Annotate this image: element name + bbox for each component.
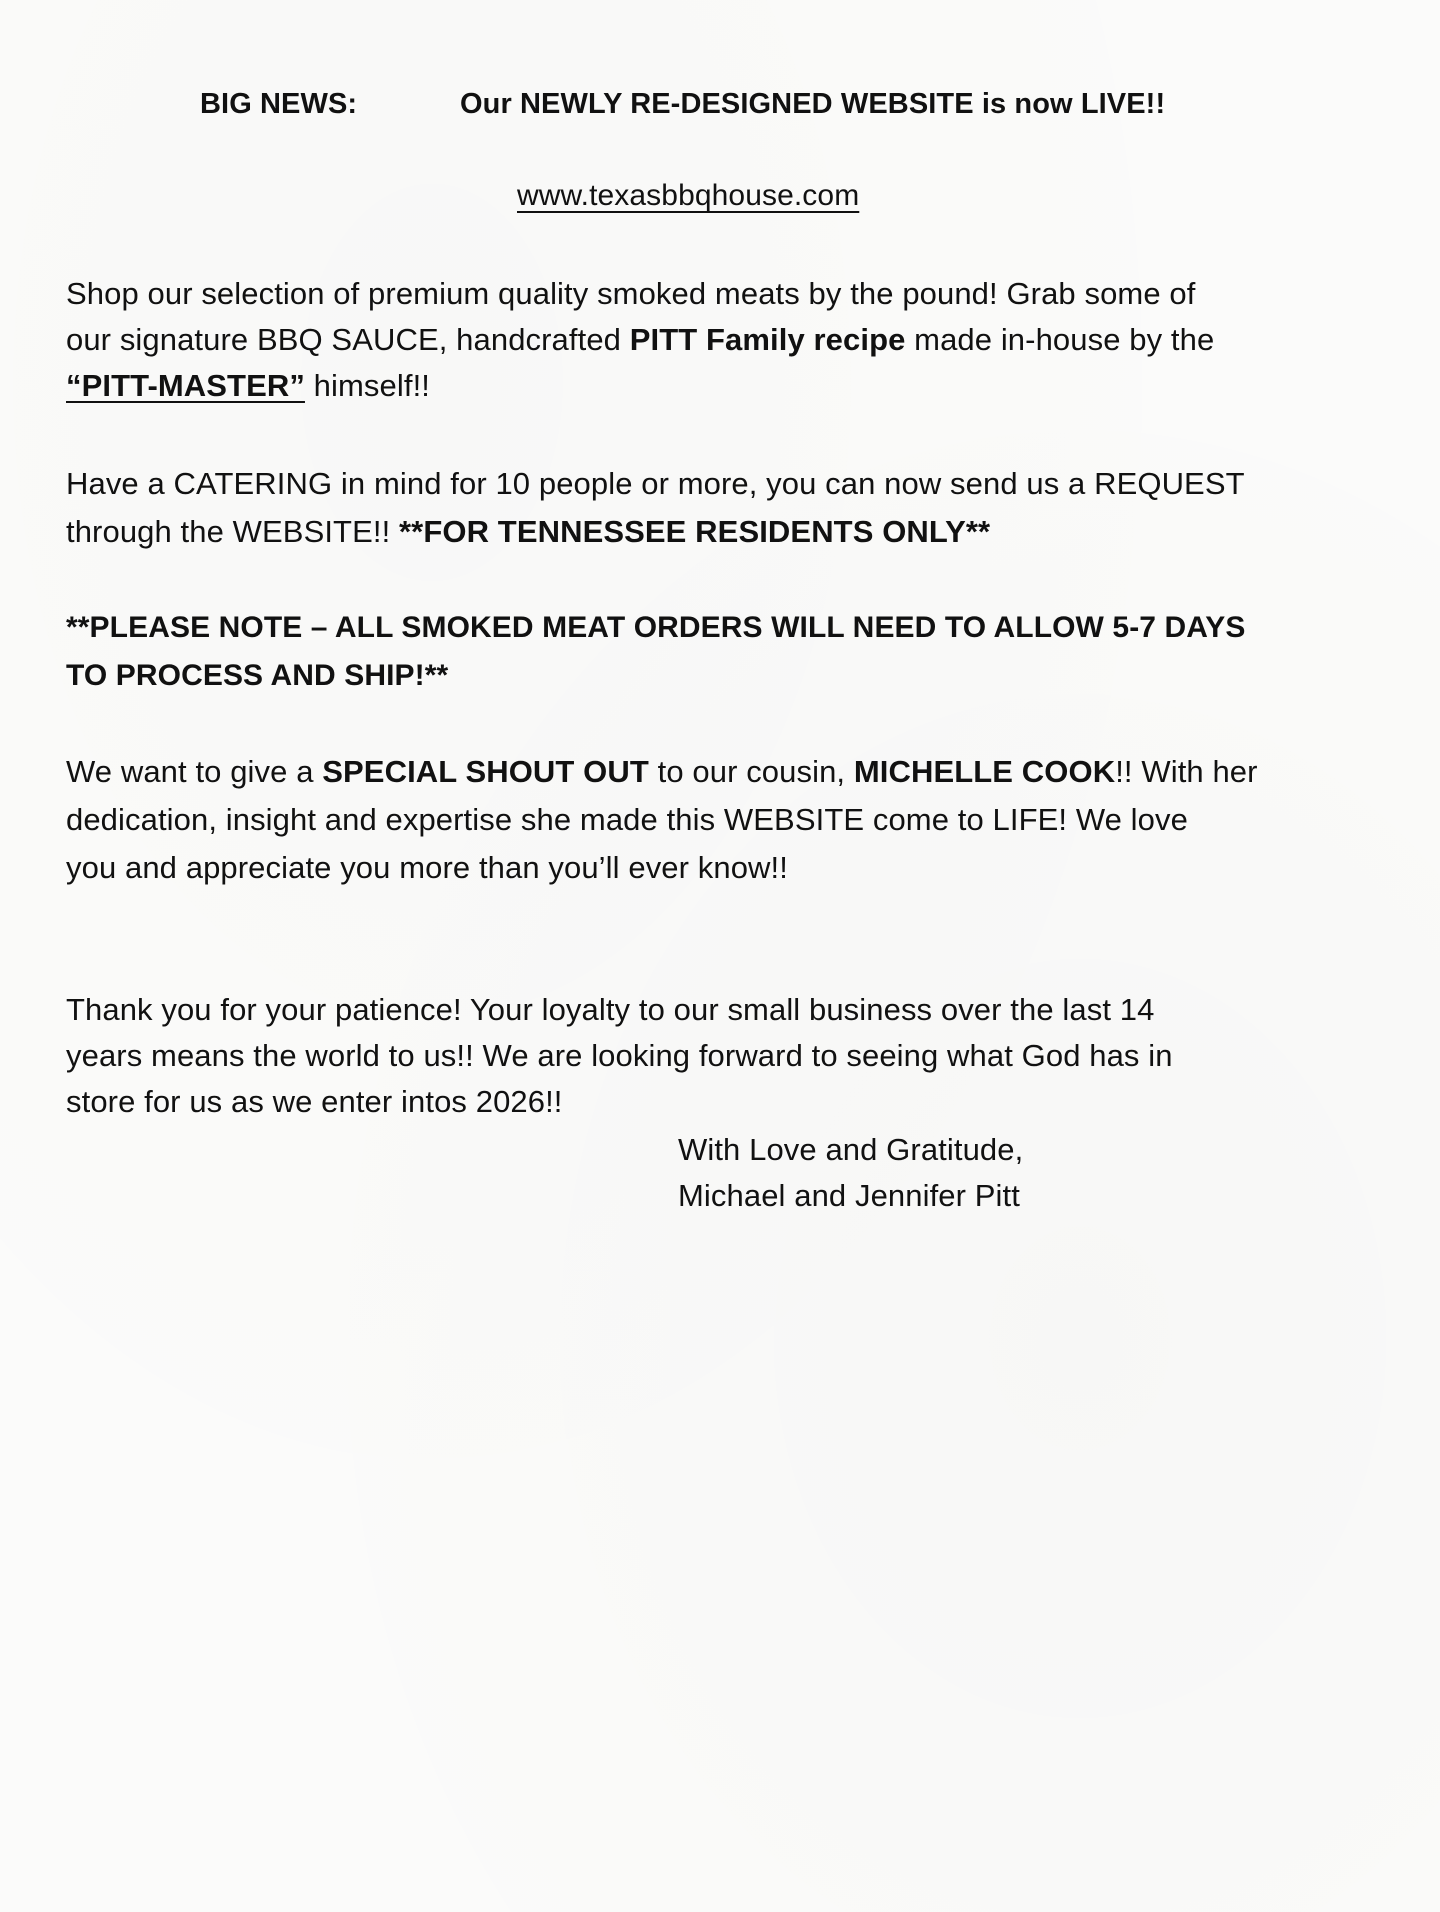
shoutout-text: We want to give a	[66, 754, 323, 789]
tennessee-only-note: **FOR TENNESSEE RESIDENTS ONLY**	[399, 514, 991, 549]
shoutout-text: !! With her	[1115, 754, 1258, 789]
note-paragraph-line-2: TO PROCESS AND SHIP!**	[66, 659, 449, 692]
website-link[interactable]: www.texasbbqhouse.com	[517, 179, 860, 212]
signature-names: Michael and Jennifer Pitt	[678, 1178, 1020, 1213]
catering-paragraph-line-2	[66, 512, 990, 552]
shop-text: himself!!	[304, 368, 430, 403]
shoutout-text: to our cousin,	[648, 754, 854, 789]
shop-text: our signature BBQ SAUCE, handcrafted	[66, 322, 630, 357]
shop-text: made in-house by the	[905, 322, 1215, 357]
shoutout-paragraph-line-3: you and appreciate you more than you’ll ever know!!	[66, 850, 788, 885]
thanks-paragraph-line-2: years means the world to us!! We are looking forward to seeing what God has in	[66, 1038, 1173, 1073]
shop-paragraph-line-2	[66, 320, 1214, 360]
pitt-family-recipe: PITT Family recipe	[629, 322, 906, 357]
catering-text: through the WEBSITE!!	[66, 514, 400, 549]
shoutout-paragraph-line-1	[66, 752, 1258, 792]
big-news-label: BIG NEWS:	[200, 88, 358, 120]
shoutout-paragraph-line-2: dedication, insight and expertise she made this WEBSITE come to LIFE! We love	[66, 802, 1188, 837]
headline: Our NEWLY RE-DESIGNED WEBSITE is now LIVE!!	[460, 88, 1166, 120]
catering-paragraph-line-1: Have a CATERING in mind for 10 people or more, you can now send us a REQUEST	[66, 466, 1245, 501]
thanks-paragraph-line-3: store for us as we enter intos 2026!!	[66, 1084, 563, 1119]
thanks-paragraph-line-1: Thank you for your patience! Your loyalty to our small business over the last 14	[66, 992, 1155, 1027]
signature-closing: With Love and Gratitude,	[678, 1132, 1024, 1167]
special-shout-out: SPECIAL SHOUT OUT	[322, 754, 649, 789]
michelle-cook: MICHELLE COOK	[853, 754, 1116, 789]
shop-paragraph-line-3	[66, 366, 430, 406]
note-paragraph-line-1: **PLEASE NOTE – ALL SMOKED MEAT ORDERS WILL NEED TO ALLOW 5-7 DAYS	[66, 611, 1246, 644]
pitt-master: “PITT-MASTER”	[66, 368, 305, 403]
shop-paragraph-line-1: Shop our selection of premium quality smoked meats by the pound! Grab some of	[66, 276, 1196, 311]
